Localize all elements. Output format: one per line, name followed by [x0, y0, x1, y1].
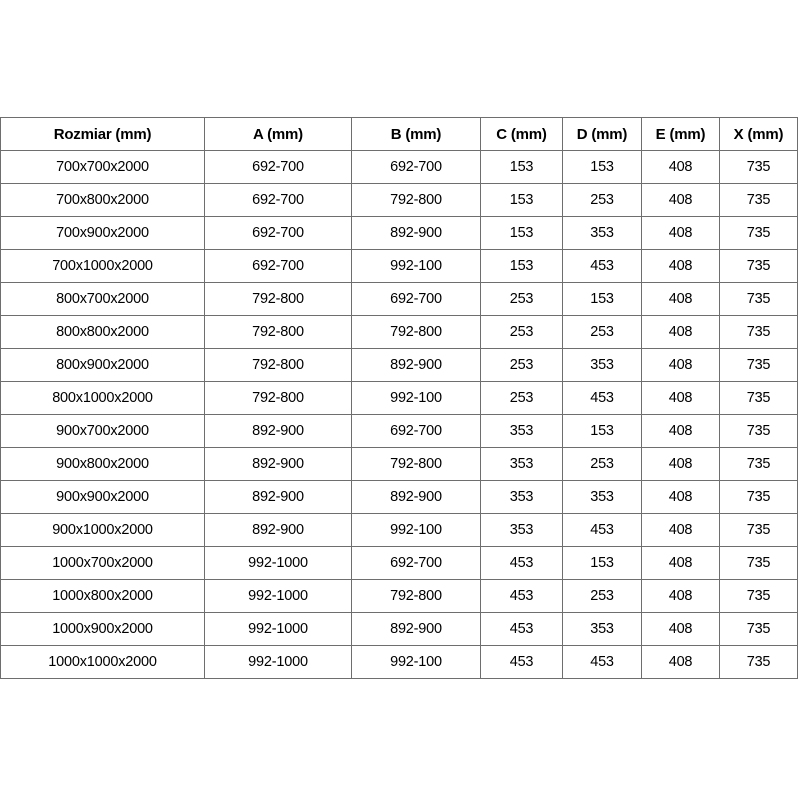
table-cell: 1000x1000x2000 [1, 646, 205, 679]
table-cell: 792-800 [352, 184, 481, 217]
table-cell: 892-900 [205, 415, 352, 448]
table-body [1, 151, 798, 679]
table-row [1, 481, 798, 514]
table-cell: 800x1000x2000 [1, 382, 205, 415]
table-cell: 153 [563, 415, 642, 448]
table-cell: 453 [481, 613, 563, 646]
table-cell: 353 [481, 415, 563, 448]
table-cell: 800x800x2000 [1, 316, 205, 349]
table-cell: 408 [642, 646, 720, 679]
table-row [1, 349, 798, 382]
table-cell: 700x700x2000 [1, 151, 205, 184]
table-cell: 408 [642, 448, 720, 481]
table-cell: 353 [481, 481, 563, 514]
table-cell: 408 [642, 184, 720, 217]
table-cell: 800x900x2000 [1, 349, 205, 382]
table-cell: 892-900 [205, 514, 352, 547]
column-header-e: E (mm) [642, 118, 720, 151]
table-cell: 900x800x2000 [1, 448, 205, 481]
table-cell: 700x1000x2000 [1, 250, 205, 283]
table-cell: 735 [720, 151, 798, 184]
table-cell: 453 [481, 580, 563, 613]
table-cell: 253 [563, 448, 642, 481]
table-cell: 900x700x2000 [1, 415, 205, 448]
table-cell: 692-700 [352, 415, 481, 448]
table-cell: 408 [642, 547, 720, 580]
table-cell: 1000x800x2000 [1, 580, 205, 613]
table-cell: 735 [720, 580, 798, 613]
table-cell: 692-700 [205, 217, 352, 250]
table-row [1, 316, 798, 349]
table-header-row [1, 118, 798, 151]
table-cell: 900x1000x2000 [1, 514, 205, 547]
table-cell: 992-100 [352, 250, 481, 283]
table-cell: 453 [563, 250, 642, 283]
column-header-b: B (mm) [352, 118, 481, 151]
table-row [1, 415, 798, 448]
table-cell: 692-700 [352, 283, 481, 316]
column-header-d: D (mm) [563, 118, 642, 151]
table-cell: 692-700 [205, 250, 352, 283]
table-cell: 735 [720, 349, 798, 382]
table-cell: 735 [720, 250, 798, 283]
table-cell: 700x800x2000 [1, 184, 205, 217]
table-cell: 253 [481, 382, 563, 415]
table-row [1, 613, 798, 646]
table-cell: 153 [481, 151, 563, 184]
table-cell: 735 [720, 184, 798, 217]
table-cell: 800x700x2000 [1, 283, 205, 316]
table-cell: 253 [481, 283, 563, 316]
table-cell: 408 [642, 250, 720, 283]
table-cell: 453 [563, 514, 642, 547]
table-row [1, 151, 798, 184]
table-cell: 792-800 [352, 316, 481, 349]
table-row [1, 580, 798, 613]
table-cell: 735 [720, 448, 798, 481]
table-cell: 353 [563, 613, 642, 646]
table-cell: 992-100 [352, 382, 481, 415]
table-cell: 792-800 [205, 349, 352, 382]
table-cell: 792-800 [205, 382, 352, 415]
table-cell: 408 [642, 217, 720, 250]
table-cell: 253 [481, 349, 563, 382]
table-cell: 408 [642, 382, 720, 415]
column-header-c: C (mm) [481, 118, 563, 151]
table-cell: 692-700 [205, 151, 352, 184]
table-cell: 735 [720, 382, 798, 415]
column-header-rozmiar: Rozmiar (mm) [1, 118, 205, 151]
table-cell: 153 [481, 184, 563, 217]
column-header-a: A (mm) [205, 118, 352, 151]
table-cell: 408 [642, 415, 720, 448]
table-cell: 408 [642, 349, 720, 382]
table-cell: 1000x900x2000 [1, 613, 205, 646]
table-row [1, 283, 798, 316]
table-cell: 692-700 [352, 547, 481, 580]
table-cell: 700x900x2000 [1, 217, 205, 250]
table-cell: 692-700 [205, 184, 352, 217]
table-cell: 992-1000 [205, 580, 352, 613]
table-cell: 735 [720, 613, 798, 646]
table-row [1, 184, 798, 217]
table-cell: 253 [481, 316, 563, 349]
table-cell: 735 [720, 415, 798, 448]
table-cell: 153 [563, 283, 642, 316]
table-cell: 892-900 [352, 349, 481, 382]
table-row [1, 250, 798, 283]
table-cell: 992-1000 [205, 547, 352, 580]
table-cell: 892-900 [205, 481, 352, 514]
table-cell: 735 [720, 481, 798, 514]
table-cell: 253 [563, 184, 642, 217]
table-cell: 353 [481, 514, 563, 547]
table-cell: 408 [642, 481, 720, 514]
table-cell: 992-100 [352, 514, 481, 547]
table-cell: 900x900x2000 [1, 481, 205, 514]
table-cell: 153 [481, 250, 563, 283]
table-cell: 253 [563, 316, 642, 349]
table-cell: 153 [481, 217, 563, 250]
table-cell: 453 [481, 646, 563, 679]
table-cell: 408 [642, 514, 720, 547]
table-cell: 153 [563, 151, 642, 184]
table-cell: 253 [563, 580, 642, 613]
table-row [1, 448, 798, 481]
table-row [1, 382, 798, 415]
table-cell: 153 [563, 547, 642, 580]
table-row [1, 514, 798, 547]
table-cell: 735 [720, 547, 798, 580]
table-cell: 353 [563, 217, 642, 250]
table-cell: 735 [720, 646, 798, 679]
table-cell: 735 [720, 217, 798, 250]
table-cell: 353 [481, 448, 563, 481]
table-cell: 453 [563, 382, 642, 415]
table-cell: 792-800 [352, 448, 481, 481]
table-cell: 892-900 [352, 217, 481, 250]
table-cell: 408 [642, 151, 720, 184]
table-cell: 992-1000 [205, 613, 352, 646]
table-cell: 792-800 [352, 580, 481, 613]
table-cell: 992-1000 [205, 646, 352, 679]
table-cell: 353 [563, 349, 642, 382]
table-row [1, 547, 798, 580]
dimensions-table [0, 117, 798, 679]
table-cell: 735 [720, 283, 798, 316]
table-cell: 453 [481, 547, 563, 580]
table-cell: 408 [642, 613, 720, 646]
table-cell: 408 [642, 283, 720, 316]
table-cell: 992-100 [352, 646, 481, 679]
table-cell: 353 [563, 481, 642, 514]
table-cell: 453 [563, 646, 642, 679]
table-cell: 408 [642, 580, 720, 613]
column-header-x: X (mm) [720, 118, 798, 151]
table-row [1, 646, 798, 679]
table-cell: 735 [720, 316, 798, 349]
table-cell: 892-900 [352, 613, 481, 646]
table-cell: 408 [642, 316, 720, 349]
table-cell: 1000x700x2000 [1, 547, 205, 580]
table-cell: 892-900 [205, 448, 352, 481]
table-cell: 892-900 [352, 481, 481, 514]
table-cell: 735 [720, 514, 798, 547]
table-row [1, 217, 798, 250]
table-cell: 792-800 [205, 316, 352, 349]
table-cell: 692-700 [352, 151, 481, 184]
table-cell: 792-800 [205, 283, 352, 316]
